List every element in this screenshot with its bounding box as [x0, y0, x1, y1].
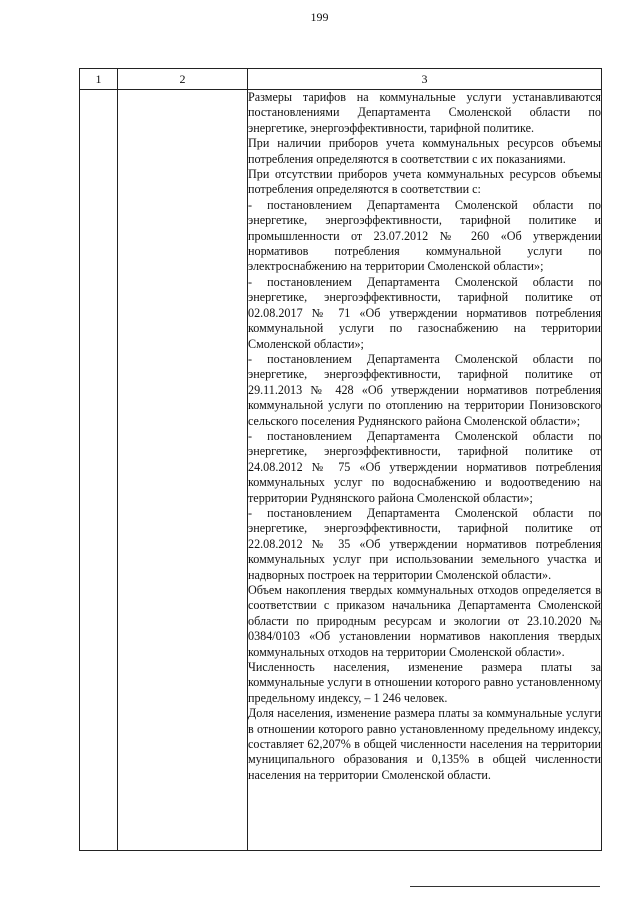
paragraph-population-count: Численность населения, изменение размера платы за коммунальные услуги в отношении которого равно установленному предельному индексу, – 1 246 человек.: [248, 660, 601, 705]
paragraph-waste-volume: Объем накопления твердых коммунальных отходов определяется в соответствии с приказом начальника Департамента Смоленской области по природным ресурсам и экологии от 23.10.2020 № 0384/0103 «Об установлении нормативов накопления твердых коммунальных отходов на территории Смоленской области».: [248, 583, 601, 659]
column-header-2: 2: [118, 69, 248, 90]
paragraph-metered: При наличии приборов учета коммунальных ресурсов объемы потребления определяются в соответствии с их показаниями.: [248, 136, 601, 166]
paragraph-resolution-71: - постановлением Департамента Смоленской области по энергетике, энергоэффективности, тарифной политике от 02.08.2017 № 71 «Об утверждении нормативов потребления коммунальной услуги по газоснабжению на территории Смоленской области»;: [248, 274, 601, 351]
table-header-row: [80, 69, 602, 90]
table-row: [80, 90, 602, 851]
table-cell-col1: [80, 90, 118, 851]
paragraph-resolution-260: - постановлением Департамента Смоленской области по энергетике, энергоэффективности, тарифной политике и промышленности от 23.07.2012 № 260 «Об утверждении нормативов потребления коммунальной услуги по электроснабжению на территории Смоленской области»;: [248, 197, 601, 274]
paragraph-resolution-428: - постановлением Департамента Смоленской области по энергетике, энергоэффективности, тарифной политике от 29.11.2013 № 428 «Об утверждении нормативов потребления коммунальной услуги по отоплению на территории Понизовского сельского поселения Руднянского района Смоленской области»;: [248, 351, 601, 428]
table-cell-col2: [118, 90, 248, 851]
page-number: 199: [310, 10, 329, 24]
table-cell-col3: [248, 90, 602, 851]
column-header-3: 3: [248, 69, 602, 90]
column-header-1: 1: [80, 69, 118, 90]
paragraph-resolution-35: - постановлением Департамента Смоленской области по энергетике, энергоэффективности, тарифной политике от 22.08.2012 № 35 «Об утверждении нормативов потребления коммунальных услуг при использовании земельного участка и надворных построек на территории Смоленской области».: [248, 505, 601, 582]
paragraph-population-share: Доля населения, изменение размера платы за коммунальные услуги в отношении которого равно установленному предельному индексу, составляет 62,207% в общей численности населения на территории муниципального образования и 0,135% в общей численности населения на территории Смоленской области.: [248, 706, 601, 782]
document-table: [79, 68, 602, 851]
footer-rule: [410, 886, 600, 887]
paragraph-tariffs: Размеры тарифов на коммунальные услуги устанавливаются постановлениями Департамента Смоленской области по энергетике, энергоэффективности, тарифной политике.: [248, 90, 601, 135]
paragraph-resolution-75: - постановлением Департамента Смоленской области по энергетике, энергоэффективности, тарифной политике от 24.08.2012 № 75 «Об утверждении нормативов потребления коммунальных услуг по водоснабжению и водоотведению на территории Руднянского района Смоленской области»;: [248, 428, 601, 505]
paragraph-unmetered: При отсутствии приборов учета коммунальных ресурсов объемы потребления определяются в соответствии с:: [248, 167, 601, 197]
